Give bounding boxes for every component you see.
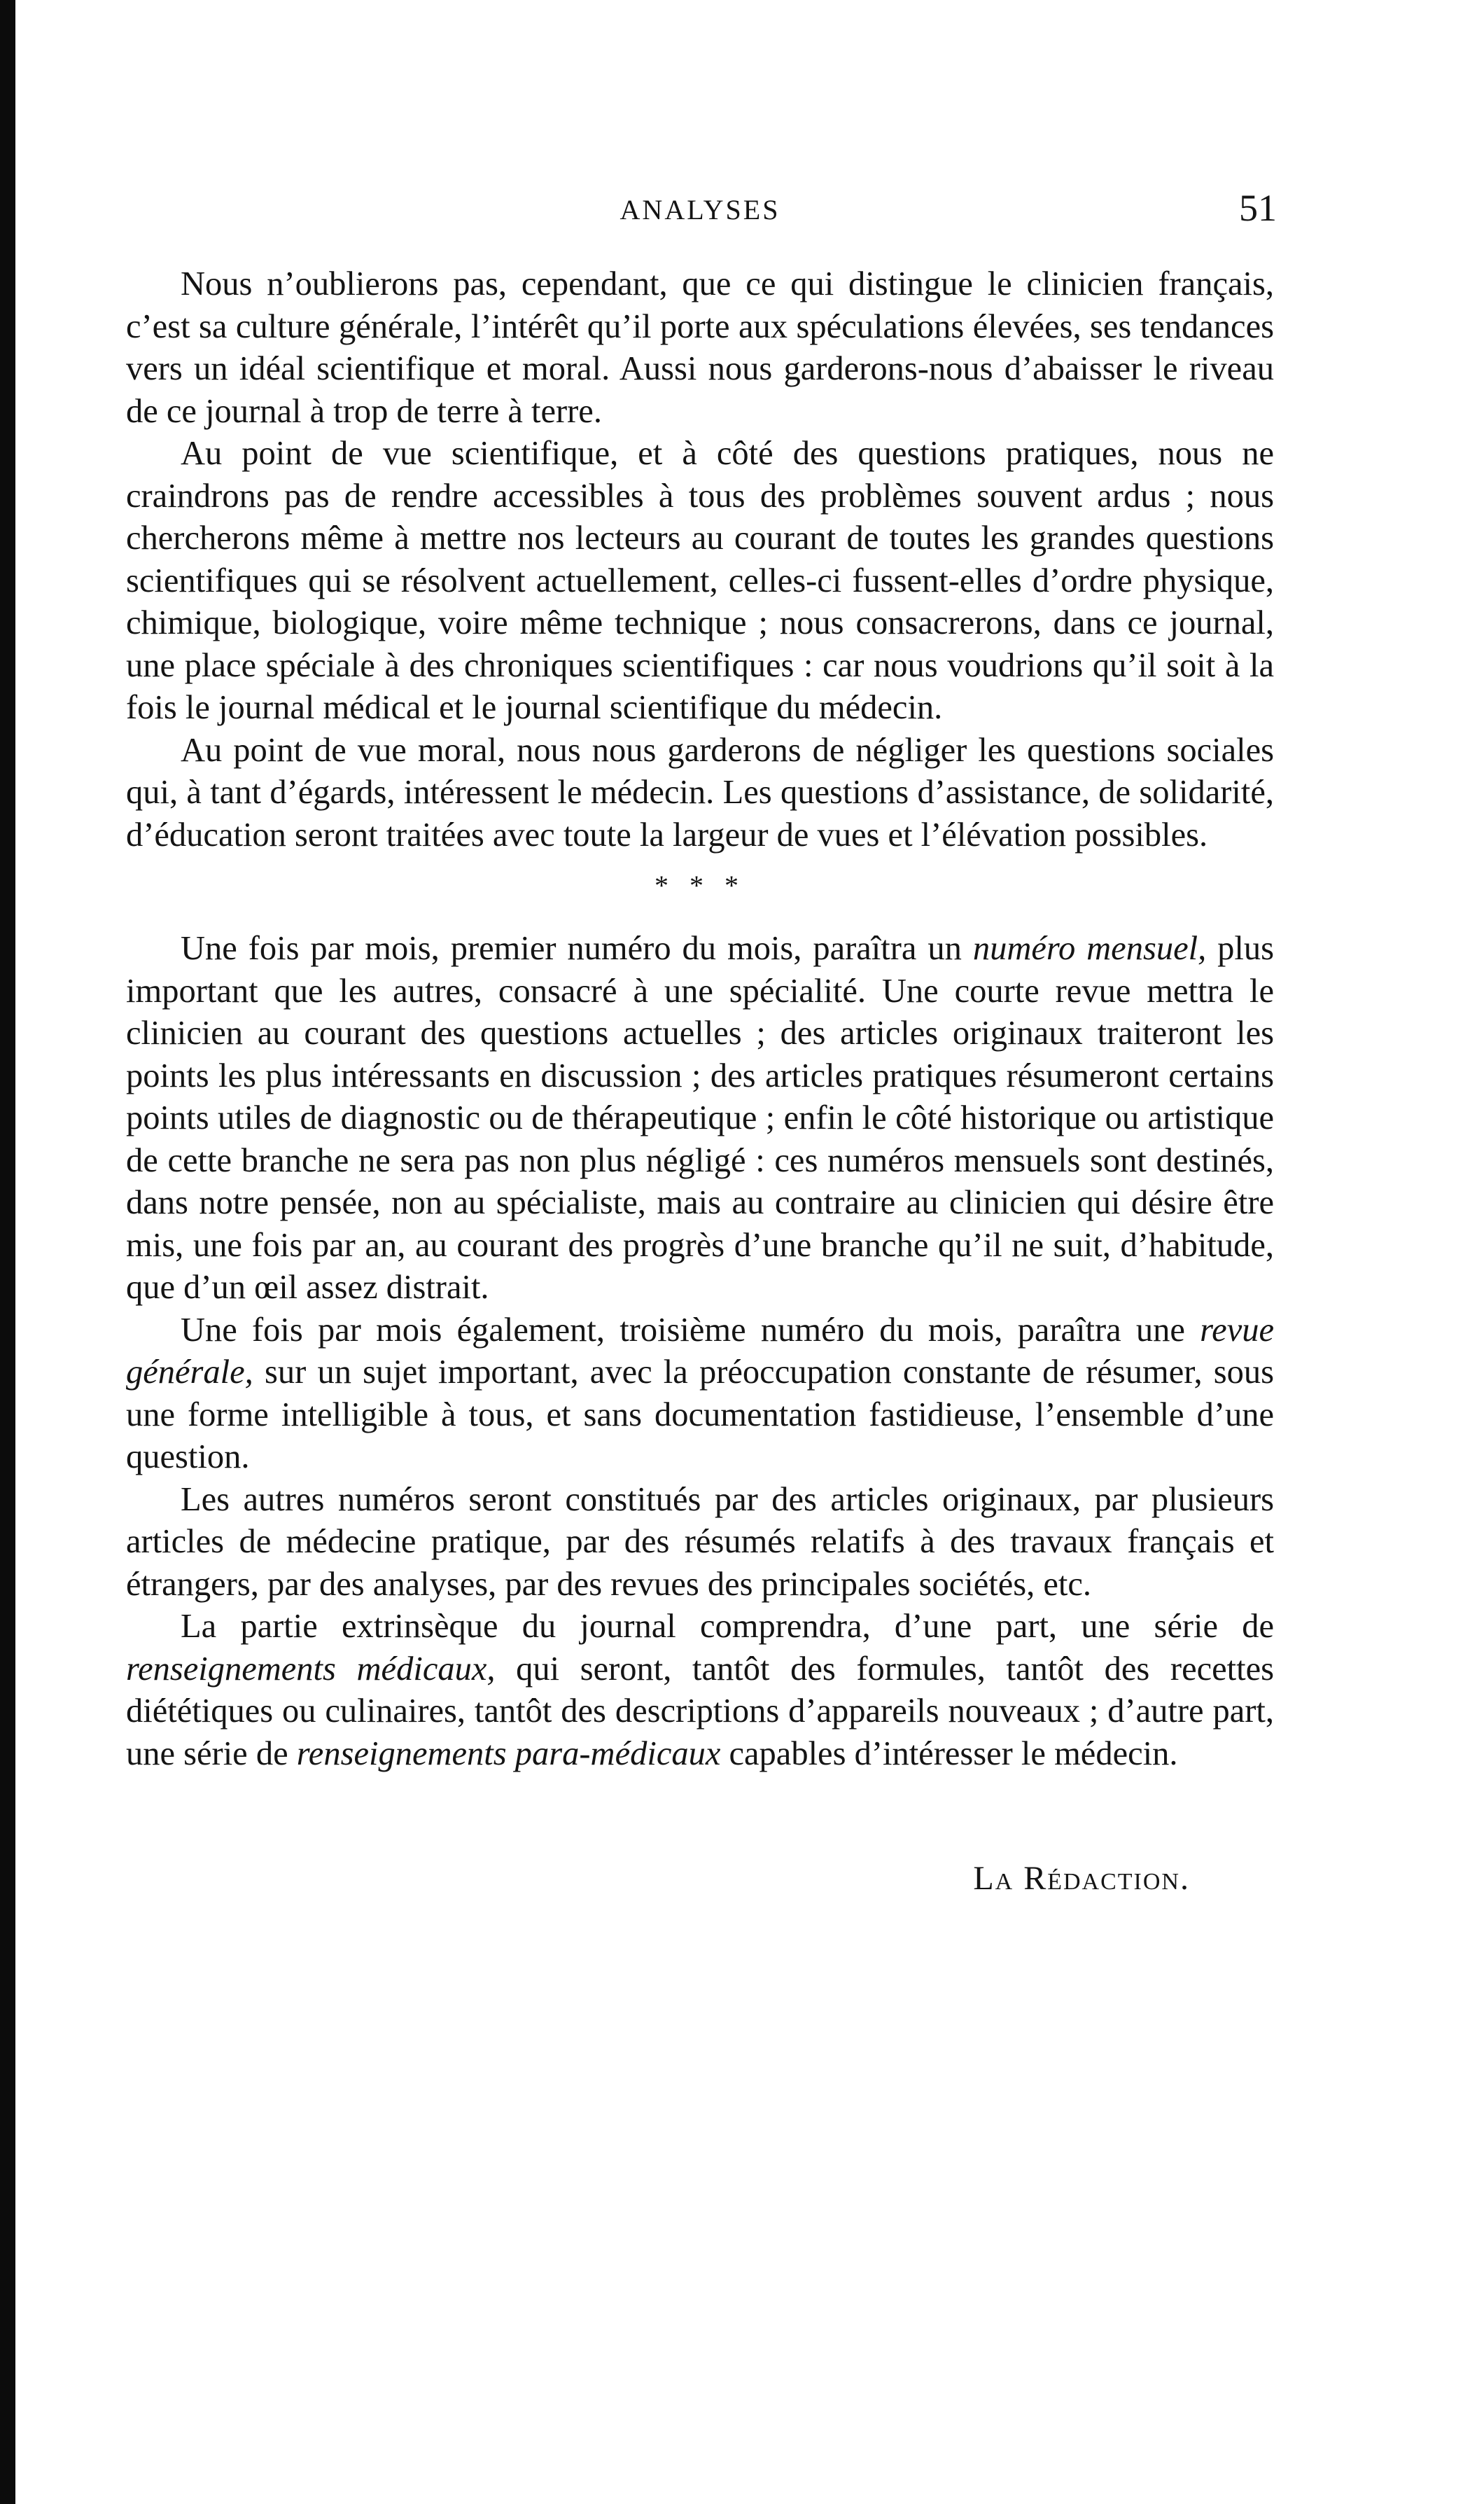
paragraph-4 [126,928,1274,1309]
signature: La Rédaction. [973,1860,1190,1897]
paragraph-2: Au point de vue scientifique, et à côté des questions pratiques, nous ne craindrons pas de rendre accessibles à tous des problèmes souvent ardus ; nous chercherons même à mettre nos lecteurs au courant de toutes les grandes questions scientifiques qui se résolvent actuellement, celles-ci fussent-elles d’ordre physique, chimique, biologique, voire même technique ; nous consacrerons, dans ce journal, une place spéciale à des chroniques scientifiques : car nous voudrions qu’il soit à la fois le journal médical et le journal scientifique du médecin. [126,435,1274,726]
paragraph-4-text-a: Une fois par mois, premier numéro du mois, paraîtra un [181,930,973,967]
page-number: 51 [1239,187,1277,229]
paragraph-7-italic-1: renseignements médicaux, [126,1650,496,1688]
running-head [126,182,1277,238]
paragraph-7-text-a: La partie extrinsèque du journal comprendra, d’une part, une série de [181,1608,1274,1645]
running-title: ANALYSES [620,194,780,225]
paragraph-5 [126,1309,1274,1479]
binding-edge [0,0,15,2504]
paragraph-4-italic: numéro mensuel, [972,930,1207,967]
paragraph-5-text-a: Une fois par mois également, troisième numéro du mois, paraîtra une [181,1311,1200,1349]
paragraph-6: Les autres numéros seront constitués par des articles originaux, par plusieurs articles de médecine pratique, par des résumés relatifs à des travaux français et étrangers, par des analyses, par des revues des principales sociétés, etc. [126,1480,1274,1603]
paragraph-7-text-b: qui seront, tantôt des formules, tantôt des recettes diététiques ou culinaires, tantôt des descriptions d’appareils nouveaux ; d’autre part, une série de [126,1650,1274,1772]
paragraph-5-italic: revue générale, [126,1311,1274,1391]
asterism-divider: * * * [654,870,746,901]
body-text [126,263,1274,1775]
paragraph-5-text-b: sur un sujet important, avec la préoccupation constante de résumer, sous une forme intelligible à tous, et sans documentation fastidieuse, l’ensemble d’une question. [126,1354,1274,1475]
paragraph-7 [126,1606,1274,1775]
paragraph-3: Au point de vue moral, nous nous garderons de négliger les questions sociales qui, à tant d’égards, intéressent le médecin. Les questions d’assistance, de solidarité, d’éducation seront traitées avec toute la largeur de vues et l’élévation possibles. [126,731,1274,854]
paragraph-7-text-c: capables d’intéresser le médecin. [720,1734,1178,1772]
paragraph-1: Nous n’oublierons pas, cependant, que ce qui distingue le clinicien français, c’est sa culture générale, l’intérêt qu’il porte aux spéculations élevées, ses tendances vers un idéal scientifique et moral. Aussi nous garderons-nous d’abaisser le riveau de ce journal à trop de terre à terre. [126,265,1274,430]
book-page [126,182,1277,1898]
paragraph-4-text-b: plus important que les autres, consacré à une spécialité. Une courte revue mettra le clinicien au courant des questions actuelles ; des articles originaux traiteront les points les plus intéressants en discussion ; des articles pratiques résumeront certains points utiles de diagnostic ou de thérapeutique ; enfin le côté historique ou artistique de cette branche ne sera pas non plus négligé : ces numéros mensuels sont destinés, dans notre pensée, non au spécialiste, mais au contraire au clinicien qui désire être mis, une fois par an, au courant des progrès d’une branche qu’il ne suit, d’habitude, que d’un œil assez distrait. [126,930,1274,1306]
paragraph-7-italic-2: renseignements para-médicaux [296,1734,721,1772]
